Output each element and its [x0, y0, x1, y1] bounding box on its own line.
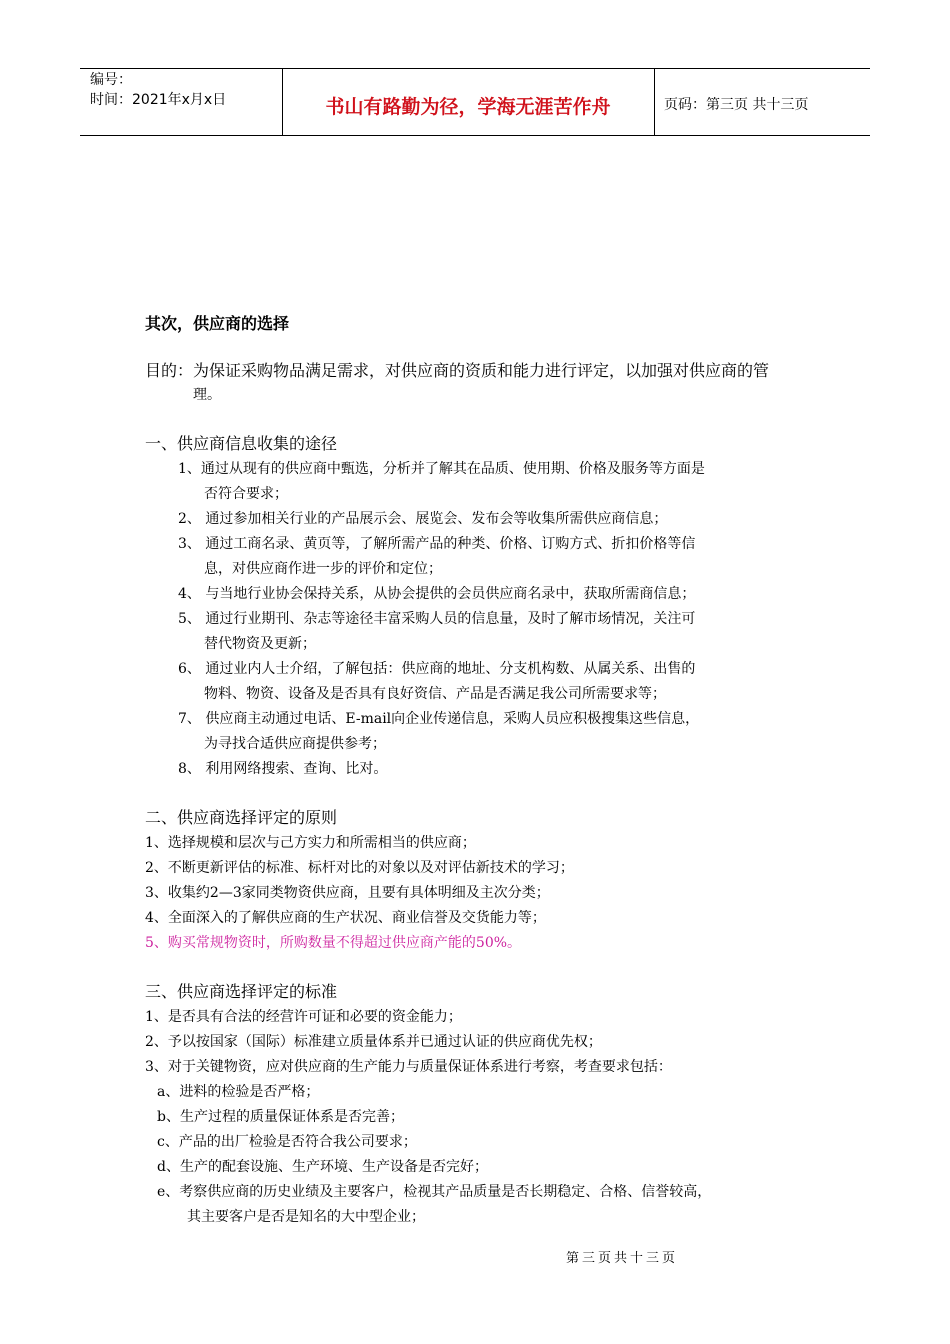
purpose-line: 目的：为保证采购物品满足需求，对供应商的资质和能力进行评定，以加强对供应商的管	[145, 361, 770, 380]
s3-subitem: e、考察供应商的历史业绩及主要客户，检视其产品质量是否长期稳定、合格、信誉较高，	[157, 1184, 712, 1200]
section-title: 其次，供应商的选择	[145, 314, 290, 333]
s3-subitem: c、产品的出厂检验是否符合我公司要求；	[157, 1134, 417, 1150]
s3-subitem: d、生产的配套设施、生产环境、生产设备是否完好；	[157, 1159, 488, 1175]
header-divider-right	[654, 68, 655, 135]
s1-item-cont: 为寻找合适供应商提供参考；	[204, 736, 386, 752]
s3-item: 2、予以按国家（国际）标准建立质量体系并已通过认证的供应商优先权；	[145, 1034, 602, 1050]
s1-item: 8、 利用网络搜索、查询、比对。	[178, 761, 388, 777]
s1-item-cont: 息，对供应商作进一步的评价和定位；	[204, 561, 442, 577]
s2-item: 3、收集约2—3家同类物资供应商，且要有具体明细及主次分类；	[145, 885, 550, 901]
s1-item: 2、 通过参加相关行业的产品展示会、展览会、发布会等收集所需供应商信息；	[178, 511, 668, 527]
s3-heading: 三、供应商选择评定的标准	[145, 982, 338, 1001]
s1-item: 5、 通过行业期刊、杂志等途径丰富采购人员的信息量，及时了解市场情况，关注可	[178, 611, 696, 627]
s3-item: 3、对于关键物资，应对供应商的生产能力与质量保证体系进行考察，考查要求包括：	[145, 1059, 672, 1075]
s3-subitem: b、生产过程的质量保证体系是否完善；	[157, 1109, 404, 1125]
s1-item-cont: 物料、物资、设备及是否具有良好资信、产品是否满足我公司所需要求等；	[204, 686, 666, 702]
s1-item: 3、 通过工商名录、黄页等，了解所需产品的种类、价格、订购方式、折扣价格等信	[178, 536, 696, 552]
s3-subitem: a、进料的检验是否严格；	[157, 1084, 320, 1100]
header-page-label: 页码：第三页 共十三页	[664, 97, 809, 113]
s2-item: 4、全面深入的了解供应商的生产状况、商业信誉及交货能力等；	[145, 910, 546, 926]
s1-item: 7、 供应商主动通过电话、E-mail向企业传递信息，采购人员应积极搜集这些信息，	[178, 711, 700, 727]
s3-item: 1、是否具有合法的经营许可证和必要的资金能力；	[145, 1009, 462, 1025]
s1-item: 4、 与当地行业协会保持关系，从协会提供的会员供应商名录中，获取所需商信息；	[178, 586, 696, 602]
purpose-line-cont: 理。	[193, 387, 221, 403]
s2-item: 1、选择规模和层次与己方实力和所需相当的供应商；	[145, 835, 476, 851]
s1-item-cont: 替代物资及更新；	[204, 636, 316, 652]
header-top-rule	[80, 68, 870, 69]
doc-date-label: 时间：2021年x月x日	[90, 92, 227, 108]
s1-item: 1、通过从现有的供应商中甄选，分析并了解其在品质、使用期、价格及服务等方面是	[178, 461, 705, 477]
s1-heading: 一、供应商信息收集的途径	[145, 434, 338, 453]
s2-item: 2、不断更新评估的标准、标杆对比的对象以及对评估新技术的学习；	[145, 860, 574, 876]
header-bottom-rule	[80, 135, 870, 136]
s1-item: 6、 通过业内人士介绍，了解包括：供应商的地址、分支机构数、从属关系、出售的	[178, 661, 696, 677]
header-meta	[90, 70, 226, 110]
page-footer: 第三页共十三页	[566, 1251, 679, 1266]
s1-item-cont: 否符合要求；	[204, 486, 288, 502]
s2-heading: 二、供应商选择评定的原则	[145, 808, 338, 827]
s2-item-highlight: 5、购买常规物资时，所购数量不得超过供应商产能的50%。	[145, 935, 522, 951]
doc-number-label: 编号：	[90, 72, 132, 88]
s3-subitem-cont: 其主要客户是否是知名的大中型企业；	[187, 1209, 425, 1225]
header-motto: 书山有路勤为径，学海无涯苦作舟	[325, 96, 611, 118]
